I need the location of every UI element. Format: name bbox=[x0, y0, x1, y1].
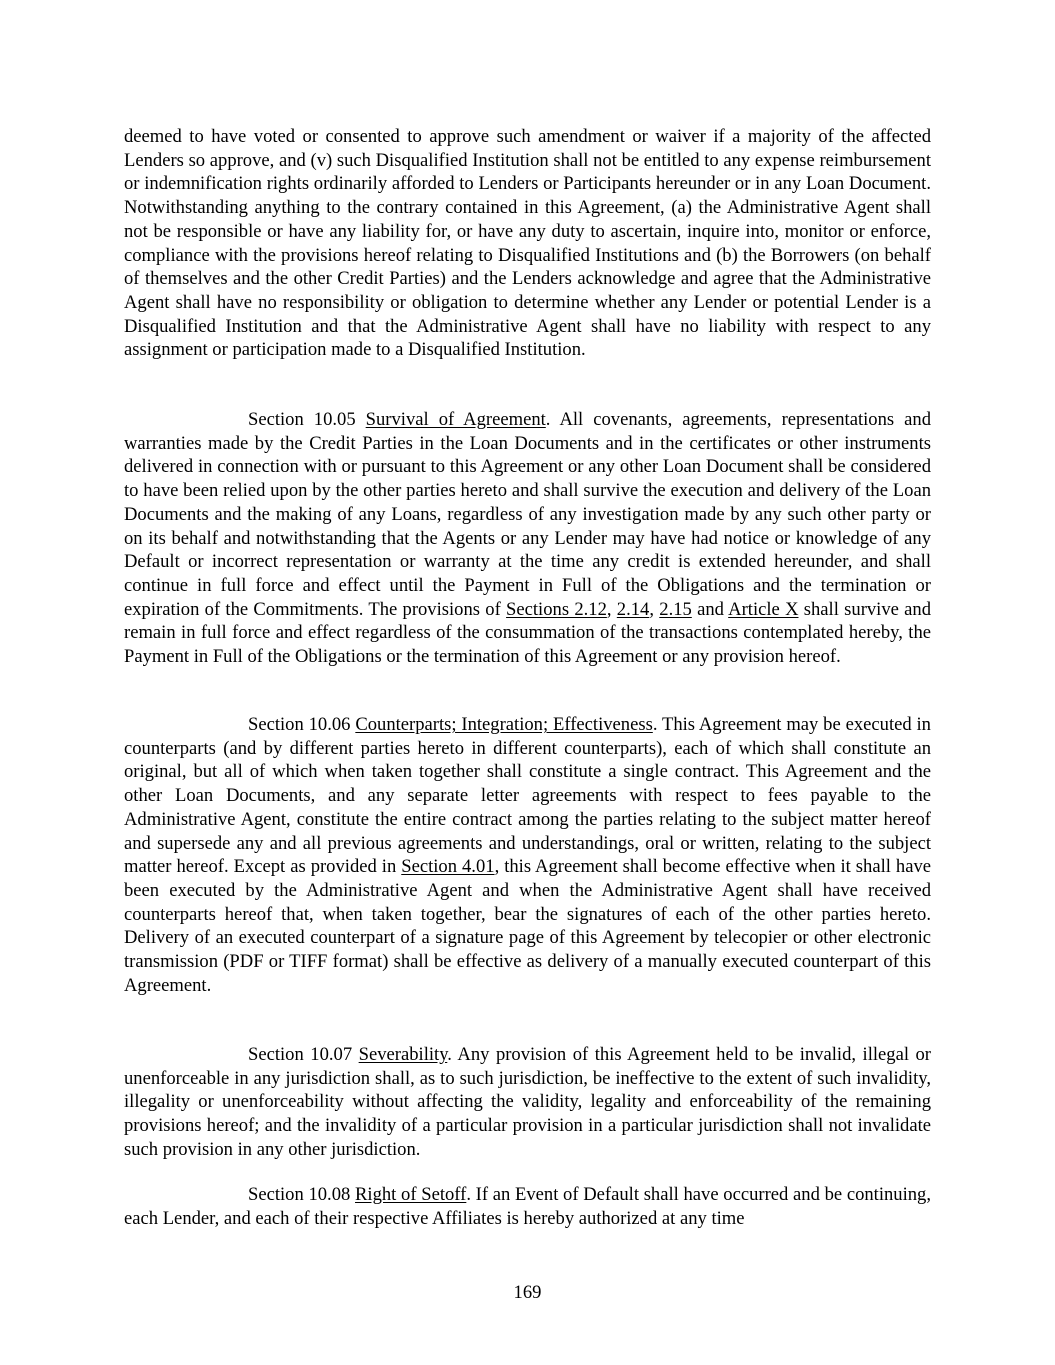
cross-reference: Sections 2.12 bbox=[506, 598, 607, 620]
section-10-05 bbox=[124, 408, 931, 669]
separator-text: , bbox=[606, 598, 617, 620]
section-heading: Severability bbox=[358, 1044, 448, 1065]
section-number: Section 10.08 bbox=[248, 1184, 351, 1205]
section-number: Section 10.05 bbox=[248, 409, 356, 430]
section-heading: Right of Setoff bbox=[355, 1184, 467, 1205]
cross-reference: Section 4.01 bbox=[401, 856, 495, 878]
section-text: . All covenants, agreements, representations and warranties made by the Credit Parties in the Loan Documents and in the certificates or other instruments delivered in connection with or pursuant to this Agreement or any other Loan Document shall be considered to have been relied upon by the other parties hereto and shall survive the execution and delivery of the Loan Documents and the making of any Loans, regardless of any investigation made by any such other party or on its behalf and notwithstanding that the Agents or any Lender may have had notice or knowledge of any Default or incorrect representation or warranty at the time any credit is extended hereunder, and shall continue in full force and effect until the Payment in Full of the Obligations and the termination or expiration of the Commitments. The provisions of bbox=[124, 409, 931, 620]
cross-reference: Article X bbox=[728, 598, 799, 620]
cross-reference: 2.15 bbox=[659, 598, 692, 620]
section-10-06 bbox=[124, 713, 931, 997]
page-number: 169 bbox=[513, 1282, 542, 1303]
section-text: shall survive and remain in full force and effect regardless of the consummation of the transactions contemplated hereby, the Payment in Full of the Obligations or the termination of this Agreement or any provision hereof. bbox=[124, 598, 932, 668]
separator-text: , bbox=[649, 598, 660, 620]
cross-reference: 2.14 bbox=[616, 598, 650, 620]
section-heading: Counterparts; Integration; Effectiveness bbox=[355, 714, 653, 735]
section-text: , this Agreement shall become effective when it shall have been executed by the Administrative Agent and when the Administrative Agent shall have received counterparts hereof that, when taken together, bear the signatures of each of the other parties hereto. Delivery of an executed counterpart of a signature page of this Agreement by telecopier or other electronic transmission (PDF or TIFF format) shall be effective as delivery of a manually executed counterpart of this Agreement. bbox=[124, 856, 932, 996]
section-text: . This Agreement may be executed in counterparts (and by different parties hereto in different counterparts), each of which shall constitute an original, but all of which when taken together shall constitute a single contract. This Agreement and the other Loan Documents, and any separate letter agreements with respect to fees payable to the Administrative Agent, constitute the entire contract among the parties relating to the subject matter hereof and supersede any and all previous agreements and understandings, oral or written, relating to the subject matter hereof. Except as provided in bbox=[124, 714, 931, 878]
section-number: Section 10.06 bbox=[248, 714, 351, 735]
paragraph-text: deemed to have voted or consented to approve such amendment or waiver if a majority of the affected Lenders so approve, and (v) such Disqualified Institution shall not be entitled to any expense reimbursement or indemnification rights ordinarily afforded to Lenders or Participants hereunder or in any Loan Document. Notwithstanding anything to the contrary contained in this Agreement, (a) the Administrative Agent shall not be responsible or have any liability for, or have any duty to ascertain, inquire into, monitor or enforce, compliance with the provisions hereof relating to Disqualified Institutions and (b) the Borrowers (on behalf of themselves and the other Credit Parties) and the Lenders acknowledge and agree that the Administrative Agent shall have no responsibility or obligation to determine whether any Lender or potential Lender is a Disqualified Institution and that the Administrative Agent shall have no liability with respect to any assignment or participation made to a Disqualified Institution. bbox=[124, 126, 931, 361]
section-10-07 bbox=[124, 1043, 931, 1162]
section-10-08 bbox=[124, 1183, 931, 1230]
paragraph-continuation bbox=[124, 125, 931, 362]
section-number: Section 10.07 bbox=[248, 1044, 353, 1065]
section-text: . If an Event of Default shall have occurred and be continuing, each Lender, and each of their respective Affiliates is hereby authorized at any time bbox=[124, 1184, 931, 1229]
section-heading: Survival of Agreement bbox=[365, 409, 546, 430]
separator-text: and bbox=[691, 598, 729, 620]
section-text: . Any provision of this Agreement held to be invalid, illegal or unenforceable in any jurisdiction shall, as to such jurisdiction, be ineffective to the extent of such invalidity, illegality or unenforceability without affecting the validity, legality and enforceability of the remaining provisions hereof; and the invalidity of a particular provision in a particular jurisdiction shall not invalidate such provision in any other jurisdiction. bbox=[124, 1044, 931, 1160]
